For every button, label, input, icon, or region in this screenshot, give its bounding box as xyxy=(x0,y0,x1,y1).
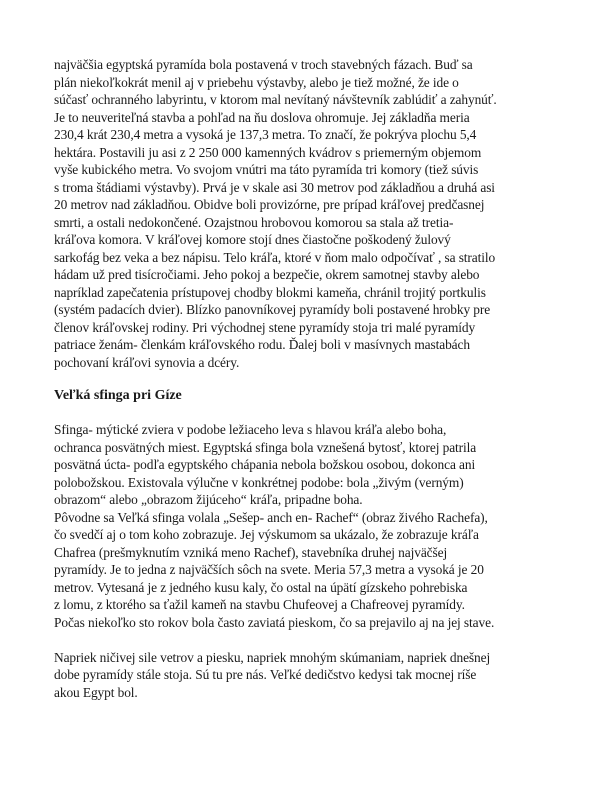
text-line: ochranca posvätných miest. Egyptská sfinga bola vznešená bytosť, ktorej patrila xyxy=(54,439,477,455)
text-line: obrazom“ alebo „obrazom žijúceho“ kráľa, pripadne boha. xyxy=(54,492,363,507)
text-line: z lomu, z ktorého sa ťažil kameň na stavbu Chufeovej a Chafreovej pyramídy. xyxy=(54,597,465,612)
text-line: sarkofág bez veka a bez nápisu. Telo kráľa, ktoré v ňom malo odpočívať , sa stratilo xyxy=(54,249,496,265)
text-line: s troma štádiami výstavby). Prvá je v skale asi 30 metrov pod základňou a druhá asi xyxy=(54,179,495,195)
text-line: plán niekoľkokrát menil aj v priebehu výstavby, alebo je tiež možné, že ide o xyxy=(54,74,459,90)
text-line: členov kráľovskej rodiny. Pri východnej stene pyramídy stoja tri malé pyramídy xyxy=(54,319,476,335)
text-line: Napriek ničivej sile vetrov a piesku, napriek mnohým skúmaniam, napriek dnešnej xyxy=(54,649,491,665)
paragraph-spacer xyxy=(54,631,574,649)
paragraph-conclusion xyxy=(54,649,574,702)
text-line: (systém padacích dvier). Blízko panovníkovej pyramídy boli postavené hrobky pre xyxy=(54,302,491,317)
text-line: pochovaní kráľovi synovia a dcéry. xyxy=(54,354,240,370)
text-line: 230,4 krát 230,4 metra a vysoká je 137,3 metra. To značí, že pokrýva plochu 5,4 xyxy=(54,127,477,142)
text-line: pyramídy. Je to jedna z najväčších sôch na svete. Meria 57,3 metra a vysoká je 20 xyxy=(54,562,484,577)
text-line: polobožskou. Existovala výlučne v konkrétnej podobe: bola „živým (verným) xyxy=(54,474,464,490)
paragraph-pyramid-description xyxy=(54,56,574,371)
text-line: smrti, a ostali nedokončené. Ozajstnou hrobovou komorou sa stala až tretia- xyxy=(54,214,454,230)
text-line: Je to neuveriteľná stavba a pohľad na ňu doslova ohromuje. Jej základňa meria xyxy=(54,109,470,125)
text-line: dobe pyramídy stále stoja. Sú tu pre nás. Veľké dedičstvo kedysi tak mocnej ríše xyxy=(54,667,477,682)
text-line: najväčšia egyptská pyramída bola postavená v troch stavebných fázach. Buď sa xyxy=(54,57,473,72)
text-line: hektára. Postavili ju asi z 2 250 000 kamenných kvádrov s priemerným objemom xyxy=(54,144,482,160)
section-heading-sphinx: Veľká sfinga pri Gíze xyxy=(54,388,182,403)
text-line: patriace ženám- členkám kráľovského rodu. Ďalej boli v masívnych mastabách xyxy=(54,337,470,352)
document-body xyxy=(54,56,574,701)
text-line: vyše kubického metra. Vo svojom vnútri ma táto pyramída tri komory (tiež súvis xyxy=(54,162,479,177)
text-line: Počas niekoľko sto rokov bola často zaviatá pieskom, čo sa prejavilo aj na jej stave. xyxy=(54,614,495,630)
text-line: akou Egypt bol. xyxy=(54,684,138,700)
text-line: 20 metrov nad základňou. Obidve boli provizórne, pre prípad kráľovej predčasnej xyxy=(54,197,485,212)
text-line: hádam už pred tisícročiami. Jeho pokoj a bezpečie, okrem samotnej stavby alebo xyxy=(54,267,480,282)
paragraph-sphinx-description xyxy=(54,421,574,631)
text-line: Sfinga- mýtické zviera v podobe ležiaceho leva s hlavou kráľa alebo boha, xyxy=(54,422,447,437)
text-line: posvätná úcta- podľa egyptského chápania nebola božskou osobou, dokonca ani xyxy=(54,457,476,472)
text-line: Pôvodne sa Veľká sfinga volala „Sešep- anch en- Rachef“ (obraz živého Rachefa), xyxy=(54,509,488,525)
text-line: metrov. Vytesaná je z jedného kusu kaly, čo ostal na úpätí gízskeho pohrebiska xyxy=(54,579,468,595)
text-line: čo svedčí aj o tom koho zobrazuje. Jej výskumom sa ukázalo, že zobrazuje kráľa xyxy=(54,527,479,542)
text-line: kráľova komora. V kráľovej komore stojí dnes čiastočne poškodený žulový xyxy=(54,232,451,247)
text-line: súčasť ochranného labyrintu, v ktorom mal nevítaný návštevník zablúdiť a zahynúť. xyxy=(54,92,497,107)
text-line: napríklad zapečatenia prístupovej chodby blokmi kameňa, chránil trojitý portkulis xyxy=(54,284,486,300)
text-line: Chafrea (prešmyknutím vzniká meno Rachef), stavebníka druhej najväčšej xyxy=(54,544,448,560)
